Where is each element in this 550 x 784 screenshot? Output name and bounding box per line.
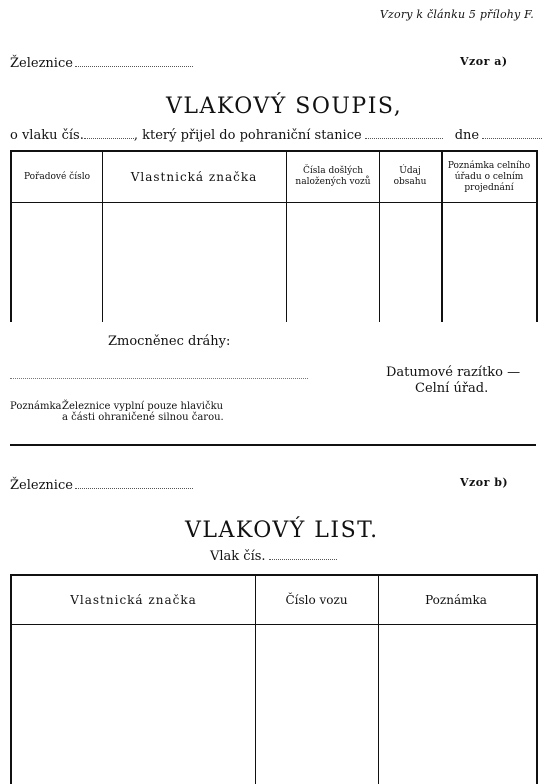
column-header-owner-mark: Vlastnická značka — [130, 169, 258, 184]
column-header-order-number: Pořadové číslo — [23, 171, 91, 182]
column-header-wagon-numbers: Čísla došlých naložených vozů — [295, 166, 371, 187]
table-a-header-divider — [12, 202, 536, 203]
train-list-table-a — [10, 150, 538, 322]
border-station-label: , který přijel do pohraniční stanice — [133, 128, 362, 143]
form-b-title: VLAKOVÝ LIST. — [185, 518, 379, 543]
authorized-agent-label: Zmocněnec dráhy: — [108, 334, 231, 349]
railway-input-line[interactable] — [75, 66, 193, 67]
table-a-col-divider-thick — [441, 152, 443, 322]
table-b-header-divider — [12, 624, 536, 625]
column-header-wagon-number: Číslo vozu — [285, 592, 348, 607]
train-number-label: Vlak čís. — [210, 549, 266, 564]
railway-label: Železnice — [10, 56, 73, 71]
column-header-customs-note: Poznámka celního úřadu o celním projednání — [447, 160, 531, 193]
train-list-table-b — [10, 574, 538, 784]
signature-line[interactable] — [10, 378, 308, 379]
note-label: Poznámka. — [10, 401, 65, 412]
railway-field-a — [10, 56, 193, 71]
train-number-line — [210, 549, 337, 564]
header-note: Vzory k článku 5 přílohy F. — [379, 8, 534, 21]
column-header-owner-mark: Vlastnická značka — [70, 592, 197, 607]
vzor-a-label: Vzor a) — [460, 55, 508, 68]
column-header-content: Údaj obsahu — [393, 166, 427, 187]
train-number-label: o vlaku čís. — [10, 128, 84, 143]
note-text-line-1: Železnice vyplní pouze hlavičku — [62, 401, 224, 412]
table-a-col-divider — [286, 152, 287, 322]
table-a-cell-area[interactable] — [104, 204, 284, 320]
date-stamp-label: Datumové razítko — — [386, 365, 521, 380]
railway-label: Železnice — [10, 478, 73, 493]
section-divider — [10, 444, 536, 446]
train-info-line — [10, 128, 542, 143]
customs-office-label: Celní úřad. — [415, 381, 489, 396]
date-label: dne — [454, 128, 480, 143]
table-b-cell-area[interactable] — [14, 626, 532, 782]
form-a-title: VLAKOVÝ SOUPIS, — [166, 94, 403, 119]
column-header-remark: Poznámka — [425, 592, 487, 607]
table-a-col-divider — [379, 152, 380, 322]
vzor-b-label: Vzor b) — [460, 476, 509, 489]
train-number-input[interactable] — [269, 559, 337, 560]
date-input[interactable] — [482, 138, 542, 139]
railway-field-b — [10, 478, 193, 493]
note-text-line-2: a části ohraničené silnou čarou. — [62, 412, 224, 423]
border-station-input[interactable] — [365, 138, 443, 139]
train-number-input[interactable] — [84, 138, 134, 139]
railway-input-line[interactable] — [75, 488, 193, 489]
